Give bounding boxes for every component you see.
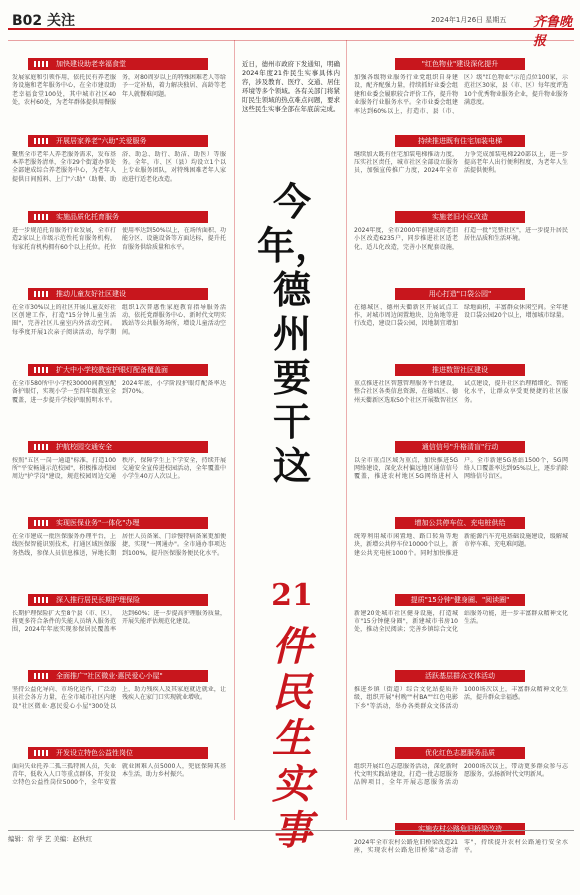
section-title: 增加公共停车位、充电桩供给 [395,517,525,529]
section-body: 在德城区、德州天衢新区开展试点工作，对城市周边闲置地块、边角地等进行改造，建设口袋公园，因地制宜增加绿地面积，丰富群众休闲空间。全年建设口袋公园20个以上，增加城市绿量。 [354,303,568,328]
section-title: 全面推广"社区微业·惠民爱心小屋" [28,670,208,682]
section-body: 新建20处城市社区健身设施，打造城市"15分钟健身圈"，新建城市书房10处，推动全民阅读；完善乡镇综合文化站服务功能，进一步丰富群众精神文化生活。 [354,609,568,634]
section-title: 深入推行居民长期护理保险 [28,594,208,606]
section-body: 重点推进社区智慧管理服务平台建设，整合社区各类信息资源，在德城区、德州天衢新区选取50个社区开展数智社区试点建设，提升社区治理精细化、智能化水平，让群众享受更便捷的社区服务。 [354,380,568,404]
section-title: 加快建设助老幸福食堂 [28,58,208,70]
section-body: 组织开展红色志愿服务活动，深化新时代文明实践站建设，打造一批志愿服务品牌项目，全年开展志愿服务活动2000场次以上，带动更多群众参与志愿服务，弘扬新时代文明新风。 [354,762,568,787]
section-body: 面向失业托养二孤三孤特困人员，失业青年，低收入人口等重点群体，开发设立特色公益性岗位5000个，全年安置就业困难人员5000人，兜底保障其基本生活，助力乡村振兴。 [12,762,226,787]
section-body: 进一步规范托育服务行业发展，全市打造2家以上市级示范性托育服务机构，每家托育机构拥有60个以上托位。托位使用率达到50%以上，在场所面积、功能分区、设施设备等方面达标，提升托育服务供给质量和水平。 [12,227,226,251]
section-body: 在全市30%以上的社区开展儿童友好社区创建工作，打造"15分钟儿童生活圈"，完善社区儿童室内外活动空间。每季度开展1次亲子阅读活动，每学期组织1次普惠性家庭教育指导服务活动，依托党群服务中心、新时代文明实践站等公共服务场所，增设儿童活动空间。 [12,303,226,336]
section-title: 扩大中小学校教室护眼灯配备覆盖面 [28,364,208,376]
intro-text: 近日，德州市政府下发通知，明确2024年度21件民生实事具体内容，涉及教育、医疗、交通、居住环境等多个领域。各有关部门将紧盯民生领域的热点难点问题，要求这些民生实事全部在年底前完成。 [242,60,340,113]
section-title: 活跃基层群众文体活动 [395,670,525,682]
headline: 今年， 德州 要干这 [257,179,334,488]
section-body: 在全市建成一批医保服务办理平台，上线医保智能识别技术，打通区域医保服务热线，参保人员信息推送，异地长期居住人员备案、门诊慢特病备案更加便捷，实现"一网通办"。全市通办事项达到100%，提升医保服务便民化水平。 [12,533,226,557]
section-body: 在全市580所中小学校30000间教室配备护眼灯，实现小学一至四年级教室全覆盖，进一步提升学校护眼照明水平。2024年底，小学阶段护眼灯配备率达到70%。 [12,380,226,404]
divider-left [234,40,235,820]
date-line: 2024年1月26日 星期五 [431,16,507,24]
section-body: 推进乡镇（街道）综合文化站提质升级，组织开展"村晚""村BA""红色电影下乡"等活动，举办各类群众文体活动1000场次以上，丰富群众精神文化生活，提升群众幸福感。 [354,686,568,710]
footer-credits: 编辑：常 学 艺 美编：赵秋红 [8,830,574,843]
headline-number: 21 [271,578,313,613]
section-title: 开发设立特色公益性岗位 [28,747,208,759]
section-body: 继续加大既有住宅加装电梯推动力度，压实社区责任，城市社区全部设立服务员，加强宣传推广力度，2024年全市力争完成加装电梯220部以上，进一步提高老年人出行便利程度，为老年人生活提供便利。 [354,150,568,175]
section-body: 按照"五区一岗一通道"标准，打造100所"平安畅通示范校园"，积极推动校园周边"护学岗"建设，规范校园周边交通秩序，保障学生上下学安全，持续开展交通安全宣传进校园活动，全年覆盖中小学生40万人次以上。 [12,456,226,481]
section-title: 实施品质化托育服务 [28,211,208,223]
section-id: B02 关注 [12,13,76,29]
masthead-logo: 齐鲁晚报 [533,15,573,49]
section-body: 加强各级物业服务行业党组织自身建设，配齐配强力量，持续抓好业委会组建和业委会履职较合评价工作，提升物业服务行业服务水平。全市业委会组建率达到60%以上，打造市、县（市、区）级"红色物业"示范点位100家，示范社区30家，县（市、区）每年度评选10个优秀物业服务企业，提升物业服务满意度。 [354,74,568,115]
section-body: 2024年度，全市2000年前建成的老旧小区改造6235户，同步推进社区适老化、适儿化改造，完善小区配套设施，打造一批"完整社区"，进一步提升居民居住品质和生活环境。 [354,227,568,251]
section-body: 坚持公益化导向、市场化运作，广泛动员社会各方力量，在全市城市社区内建设"社区微业·惠民爱心小屋"300处以上，助力残疾人及其家庭就近就业，让残疾人在家门口实现就业增收。 [12,686,226,710]
section-title: 推进数智社区建设 [395,364,525,376]
section-body: 以全市重点区域为重点，加快推进5G网络建设，深化农村偏远地区通信信号覆盖，推进农村地区5G网络进村入户。全市新建5G基站1500个，5G网络人口覆盖率达到95%以上，逐步消除网络信号盲区。 [354,456,568,481]
section-title: 实施老旧小区改造 [395,211,525,223]
section-body: 发展家庭和引领作用，依托民有养老服务设施和老年服务中心，在全市建设助老幸福食堂100处，其中城市社区40处，农村60处，为老年群体提供用餐服务，对80周岁以上的特殊困难老人等给予一定补贴，着力解决独居、高龄等老年人就餐难问题。 [12,74,226,107]
section-title: 优化红色志愿服务品质 [395,747,525,759]
top-bar [8,8,574,49]
section-title: 实施农村公路危旧桥梁改造 [395,823,525,835]
center-column [239,40,343,854]
section-title: 提质"15分钟"健身圈、"阅读圈" [395,594,525,606]
section-title: 开展居家养老"六助"关爱服务 [28,135,208,147]
section-title: "红色物业"建设深化提升 [395,58,525,70]
section-title: 实现医保业务"一体化"办理 [28,517,208,529]
section-title: 用心打造"口袋公园" [395,288,525,300]
divider-right [346,40,347,820]
section-body: 聚焦全市老年人养老服务需求，发布基本养老服务清单，全市29个街道办事处全部建成综合养老服务中心，为老年人提供日间照料、上门"六助"（助餐、助浴、助急、助行、助洁、助医）等服务。全年，市、区（县）均设立1个以上专业服务团队，对特殊困难老年人家庭进行适老化改造。 [12,150,226,183]
section-body: 2024年全市农村公路危旧桥梁改造21座，实现农村公路危旧桥梁"动态清零"，持续提升农村公路通行安全水平。 [354,839,568,855]
section-body: 长期护理保险扩大至8个县（市、区），将更多符合条件的失能人员纳入服务范围，2024年年底实现参保居民覆盖率达到60%；进一步提高护理服务质量，开展失能评估规范化建设。 [12,609,226,634]
section-title: 持续推进既有住宅加装电梯 [395,135,525,147]
section-title: 通信信号"升格清盲"行动 [395,441,525,453]
section-title: 推动儿童友好社区建设 [28,288,208,300]
section-body: 统筹利用城市闲置地、路口转角等地块，新增公共停车位10000个以上，新建公共充电桩1000个。同时加快推进新能源汽车充电基础设施建设，缓解城市停车难、充电难问题。 [354,533,568,557]
section-title: 护航校园交通安全 [28,441,208,453]
headline-red: 件民 生实 事 [272,623,312,854]
